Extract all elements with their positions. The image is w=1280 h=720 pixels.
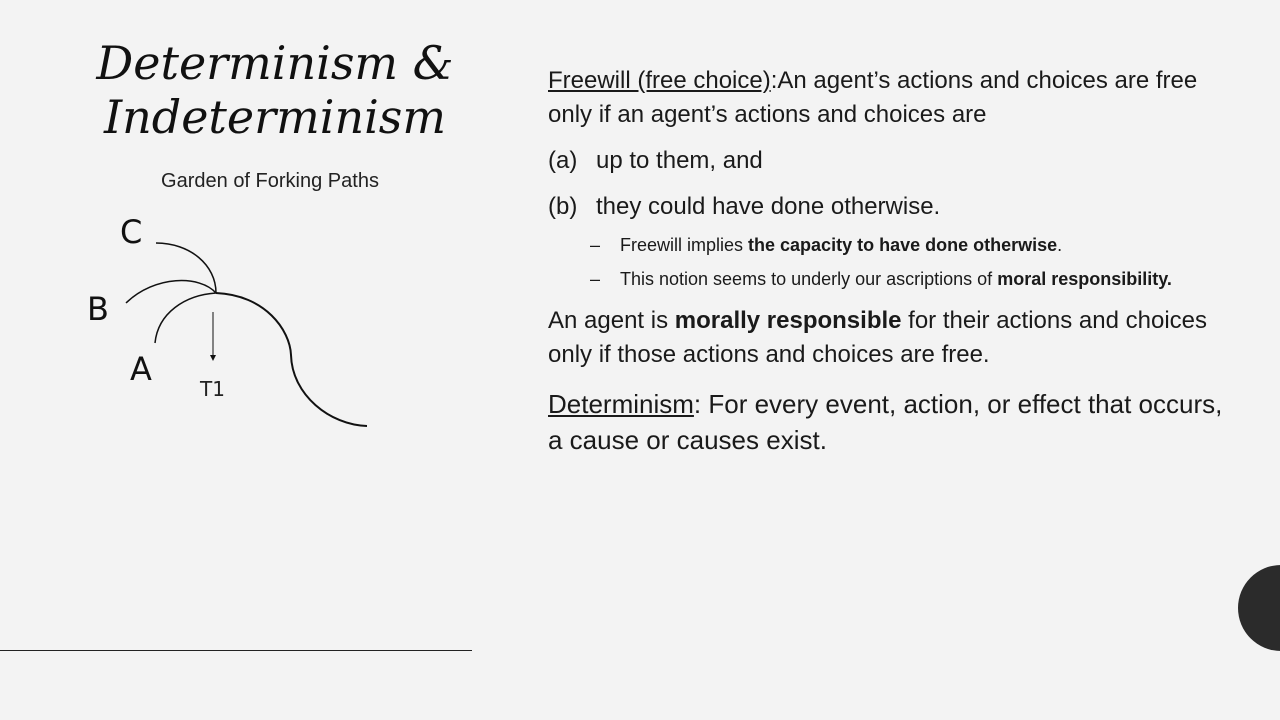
determinism-definition [548,386,1238,458]
moral-suffix: for their actions and choices only if those actions and choices are free. [548,307,1207,368]
subpoint-capacity-suffix: . [1057,235,1063,255]
subpoint-capacity-bold: the capacity to have done otherwise [748,235,1058,255]
condition-a-text: up to them, and [596,147,763,174]
subpoint-dash: – [590,269,601,289]
freewill-term: Freewill (free choice) [548,67,771,94]
freewill-definition [548,64,1238,132]
title-line-2: Indeterminism [103,90,447,144]
moral-responsibility-statement [548,304,1238,372]
path-b-curve [126,281,216,303]
condition-b-text: they could have done otherwise. [596,193,941,220]
subpoint-capacity-prefix: Freewill implies [620,235,749,255]
condition-b [548,190,1238,224]
label-c: C [120,213,143,251]
subpoint-dash: – [590,235,601,255]
moral-prefix: An agent is [548,307,675,334]
title-line-1: Determinism & [96,36,454,90]
freewill-definition-text: :An agent’s actions and choices are free only if an agent’s actions and choices are [548,67,1198,128]
path-a-curve [155,293,216,343]
subpoint-responsibility-text [620,266,1172,292]
label-a: A [130,350,152,388]
decorative-circle [1238,565,1280,651]
main-path-curve [216,293,367,426]
time-arrow-head [210,355,216,361]
bottom-divider [0,650,472,651]
determinism-term: Determinism [548,389,694,419]
slide-content [548,64,1238,458]
subpoint-capacity [548,232,1238,258]
condition-a [548,144,1238,178]
moral-bold: morally responsible [674,307,902,334]
determinism-definition-text: : For every event, action, or effect that occurs, a cause or causes exist. [548,389,1223,455]
subpoint-responsibility-prefix: This notion seems to underly our ascriptions of [620,269,998,289]
subpoint-responsibility-bold: moral responsibility. [997,269,1172,289]
label-b: B [87,290,109,328]
forking-paths-diagram [80,205,380,435]
label-t1: T1 [200,377,225,401]
subpoint-capacity-text [620,232,1062,258]
subpoint-responsibility [548,266,1238,292]
condition-a-marker: (a) [548,147,578,174]
slide-title [60,36,490,144]
diagram-subtitle: Garden of Forking Paths [161,170,379,192]
condition-b-marker: (b) [548,193,578,220]
